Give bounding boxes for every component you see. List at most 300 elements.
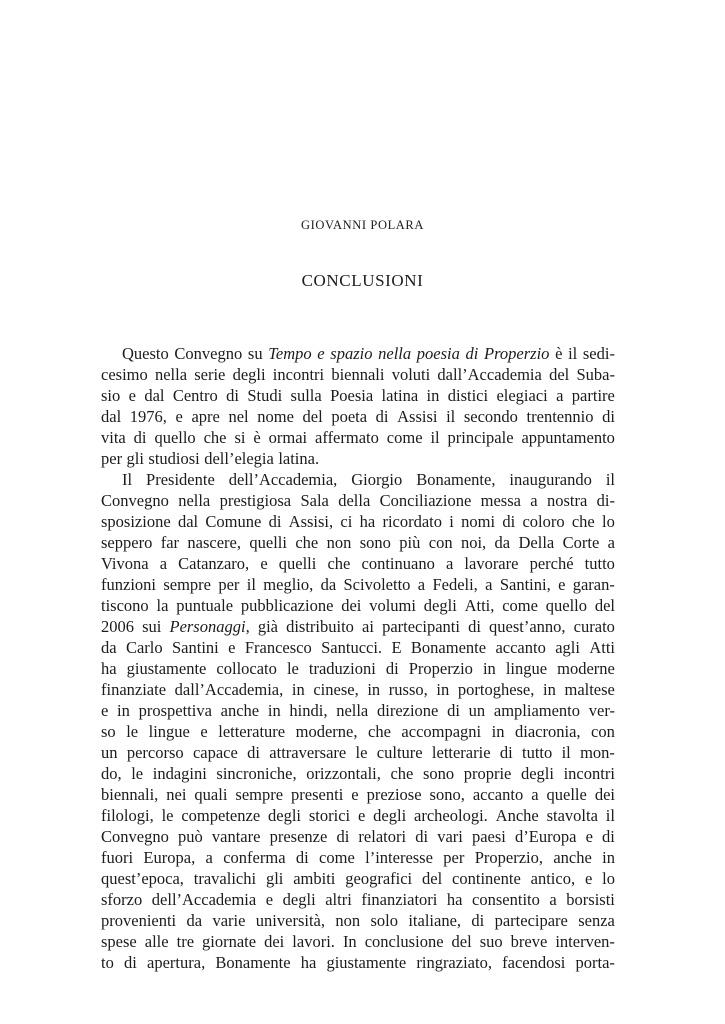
- text-line: [101, 427, 615, 448]
- text-word: a: [531, 785, 539, 804]
- text-word: vita: [101, 428, 126, 447]
- text-word: perché: [529, 554, 574, 573]
- text-word: lavori.: [292, 932, 335, 951]
- text-word: in: [602, 848, 615, 867]
- text-word: Anche: [495, 806, 539, 825]
- text-word: a: [205, 848, 213, 867]
- text-word: presenze: [269, 827, 328, 846]
- text-word: tiscono: [101, 596, 149, 615]
- text-word: pubblicazione: [240, 596, 334, 615]
- text-line: [101, 448, 615, 469]
- text-word: alle: [144, 932, 169, 951]
- body-text: [101, 343, 615, 973]
- text-word: incontri: [563, 764, 615, 783]
- text-word: sio: [101, 386, 121, 405]
- text-word: dell’Accademia: [151, 890, 257, 909]
- text-word: so: [101, 722, 116, 741]
- text-word: presenti: [291, 785, 344, 804]
- text-word: con: [428, 533, 453, 552]
- text-word: accompagni: [401, 722, 482, 741]
- text-word: varie: [212, 911, 246, 930]
- text-word: ambiti: [293, 869, 336, 888]
- text-word: da: [186, 911, 203, 930]
- text-word: moderne: [557, 659, 615, 678]
- text-word: facendosi: [502, 953, 566, 972]
- text-word: Santucci.: [321, 638, 383, 657]
- text-word: ampliamento: [493, 701, 581, 720]
- text-word: letterature: [218, 722, 286, 741]
- text-word: Conciliazione: [379, 491, 472, 510]
- text-word: che: [368, 722, 391, 741]
- text-word: lingue: [148, 722, 190, 741]
- text-word: volumi: [369, 596, 416, 615]
- text-word: in: [543, 680, 556, 699]
- text-word: seppero: [101, 533, 153, 552]
- text-word: il: [605, 806, 615, 825]
- text-word: sempre: [235, 785, 284, 804]
- text-word: e: [101, 701, 109, 720]
- text-word: porta-: [575, 953, 615, 972]
- text-word: sincroniche,: [216, 764, 297, 783]
- text-word: Convegno: [101, 491, 169, 510]
- text-word: far: [160, 533, 180, 552]
- text-word: storici: [308, 806, 351, 825]
- text-word: In: [342, 932, 357, 951]
- text-word: tutto: [584, 554, 615, 573]
- text-word: sui: [142, 617, 162, 636]
- text-word: collocato: [216, 659, 277, 678]
- text-word: poeta: [331, 407, 368, 426]
- text-word: anche: [220, 701, 260, 720]
- text-word: apertura,: [147, 953, 206, 972]
- text-word: nome: [257, 407, 294, 426]
- text-word: dal: [101, 407, 122, 426]
- text-word: messa: [480, 491, 521, 510]
- text-line: [101, 763, 615, 784]
- text-line: [101, 511, 615, 532]
- text-word: ha: [446, 890, 463, 909]
- text-word: a: [556, 386, 564, 405]
- text-word: distici: [447, 386, 489, 405]
- text-word: con: [591, 722, 615, 741]
- text-word: vari: [437, 827, 463, 846]
- text-word: elegiaci: [496, 386, 548, 405]
- text-line: [101, 805, 615, 826]
- text-word: Della: [518, 533, 555, 552]
- text-word: e: [175, 407, 183, 426]
- text-word: a: [417, 575, 426, 594]
- text-word: nostra: [546, 491, 588, 510]
- text-word: fuori: [101, 848, 134, 867]
- text-word: accanto: [495, 638, 546, 657]
- text-word: inaugurando: [509, 470, 592, 489]
- text-word: di: [468, 617, 481, 636]
- text-word: e: [317, 344, 325, 363]
- text-word: capace: [192, 743, 238, 762]
- text-line: [101, 952, 615, 973]
- text-word: giustamente: [326, 953, 407, 972]
- text-word: secondo: [463, 407, 518, 426]
- text-word: per: [443, 848, 465, 867]
- text-word: da: [320, 575, 337, 594]
- text-line: [101, 868, 615, 889]
- text-word: a: [159, 554, 168, 573]
- text-word: non: [326, 533, 352, 552]
- text-word: il: [246, 575, 256, 594]
- text-word: del: [451, 932, 472, 951]
- text-word: agli: [555, 638, 580, 657]
- text-word: università,: [255, 911, 325, 930]
- text-word: sulla: [290, 386, 322, 405]
- text-word: accanto: [472, 785, 524, 804]
- text-word: su: [247, 344, 263, 363]
- text-word: lo: [602, 512, 615, 531]
- text-word: in: [367, 680, 381, 699]
- text-word: meglio,: [263, 575, 314, 594]
- text-word: per: [101, 449, 123, 468]
- text-line: [101, 343, 615, 364]
- text-word: sforzo: [101, 890, 143, 909]
- text-word: si: [234, 428, 246, 447]
- text-word: di: [602, 407, 615, 426]
- text-word: Centro: [172, 386, 218, 405]
- text-word: 1976,: [129, 407, 167, 426]
- text-word: più: [399, 533, 421, 552]
- text-line: [101, 385, 615, 406]
- text-word: come: [502, 596, 538, 615]
- text-word: portoghese,: [457, 680, 535, 699]
- text-word: percorso: [126, 743, 184, 762]
- text-word: curato: [573, 617, 615, 636]
- text-word: dei: [341, 596, 362, 615]
- text-word: relatori: [358, 827, 407, 846]
- text-word: sono,: [429, 785, 465, 804]
- text-word: di: [375, 407, 389, 426]
- text-word: le: [131, 764, 144, 783]
- text-word: competenze: [181, 806, 261, 825]
- text-word: ha: [359, 512, 376, 531]
- text-word: dell’Accademia,: [228, 470, 338, 489]
- text-word: Francesco: [244, 638, 312, 657]
- text-word: in: [267, 701, 281, 720]
- text-word: che: [571, 512, 595, 531]
- text-word: non: [335, 911, 361, 930]
- text-word: ha: [300, 953, 317, 972]
- text-word: dei: [594, 785, 615, 804]
- text-word: del: [422, 869, 443, 888]
- chapter-title: CONCLUSIONI: [301, 271, 424, 290]
- text-word: Scivoletto: [343, 575, 411, 594]
- text-word: d’Europa: [515, 827, 577, 846]
- text-word: un: [101, 743, 118, 762]
- text-word: e: [228, 638, 236, 657]
- text-word: incontri: [272, 365, 325, 384]
- text-word: archeologi.: [414, 806, 488, 825]
- text-word: ver-: [588, 701, 615, 720]
- text-word: sono: [422, 764, 455, 783]
- text-word: in: [291, 680, 305, 699]
- text-word: di: [226, 386, 239, 405]
- text-word: e: [260, 554, 268, 573]
- text-word: nella: [336, 701, 369, 720]
- text-word: finanziate: [101, 680, 167, 699]
- text-word: Vivona: [101, 554, 149, 573]
- text-word: finanziatori: [361, 890, 438, 909]
- text-word: paesi: [471, 827, 506, 846]
- text-word: sedi-: [582, 344, 615, 363]
- text-word: mon-: [580, 743, 615, 762]
- text-word: tutto: [522, 743, 553, 762]
- text-word: Convegno: [101, 827, 169, 846]
- text-word: sposizione: [101, 512, 171, 531]
- text-word: nei: [166, 785, 187, 804]
- text-word: indagini: [152, 764, 207, 783]
- text-word: noi,: [460, 533, 487, 552]
- text-word: Santini: [172, 638, 219, 657]
- text-word: partire: [571, 386, 615, 405]
- text-word: già: [257, 617, 278, 636]
- text-word: e: [584, 869, 593, 888]
- text-word: trentennio: [526, 407, 594, 426]
- text-word: quest’anno,: [489, 617, 566, 636]
- text-word: di: [471, 911, 485, 930]
- text-word: nella: [178, 491, 211, 510]
- text-word: antico,: [530, 869, 576, 888]
- text-line: [101, 658, 615, 679]
- text-word: Assisi: [397, 407, 438, 426]
- text-word: dell’elegia: [204, 449, 274, 468]
- text-word: Questo: [122, 344, 169, 363]
- text-word: Properzio,: [474, 848, 543, 867]
- text-word: coloro: [522, 512, 565, 531]
- text-word: il: [446, 407, 456, 426]
- text-line: [101, 889, 615, 910]
- text-word: le: [161, 806, 174, 825]
- text-word: che: [295, 533, 319, 552]
- text-word: studiosi: [148, 449, 200, 468]
- text-word: italiane,: [408, 911, 462, 930]
- text-word: e: [357, 806, 366, 825]
- text-word: gli: [126, 449, 144, 468]
- text-word: del: [302, 407, 323, 426]
- text-word: sempre: [163, 575, 211, 594]
- text-word: puntuale: [176, 596, 234, 615]
- text-word: biennali: [331, 365, 385, 384]
- text-word: ha: [101, 659, 117, 678]
- text-word: do,: [101, 764, 122, 783]
- text-word: interven-: [555, 932, 615, 951]
- text-word: quello: [545, 596, 587, 615]
- text-word: come: [319, 848, 355, 867]
- text-word: Corte: [562, 533, 600, 552]
- text-word: attraversare: [269, 743, 347, 762]
- author-name: GIOVANNI POLARA: [300, 218, 424, 232]
- text-word: Il: [122, 470, 133, 489]
- text-word: voluti: [391, 365, 431, 384]
- text-word: dei: [264, 932, 285, 951]
- text-word: lingue: [505, 659, 548, 678]
- text-word: distribuito: [286, 617, 354, 636]
- text-word: Comune: [205, 512, 262, 531]
- text-line: [101, 742, 615, 763]
- text-word: poesia: [416, 344, 460, 363]
- text-line: [101, 490, 615, 511]
- text-word: prestigiosa: [219, 491, 292, 510]
- text-word: solo: [370, 911, 398, 930]
- text-word: Fedeli,: [432, 575, 478, 594]
- text-word: a: [485, 575, 493, 594]
- text-word: di: [602, 827, 615, 846]
- text-word: e: [265, 890, 274, 909]
- text-word: degli: [232, 365, 266, 384]
- text-word: Personaggi,: [169, 617, 250, 636]
- text-word: di: [502, 512, 516, 531]
- text-word: il: [561, 743, 571, 762]
- text-word: anche: [553, 848, 592, 867]
- text-word: quali: [194, 785, 228, 804]
- text-word: proprie: [463, 764, 512, 783]
- text-word: giustamente: [126, 659, 207, 678]
- text-word: e: [128, 386, 136, 405]
- text-line: [101, 826, 615, 847]
- text-word: nella: [378, 344, 412, 363]
- text-word: russo,: [388, 680, 428, 699]
- text-word: altri: [325, 890, 352, 909]
- text-word: conferma: [223, 848, 286, 867]
- text-word: filologi,: [101, 806, 154, 825]
- text-word: a: [549, 890, 557, 909]
- text-word: le: [355, 743, 368, 762]
- text-word: biennali,: [101, 785, 159, 804]
- text-word: dall’Accademia: [437, 365, 542, 384]
- text-word: a: [530, 491, 538, 510]
- text-word: nella: [154, 365, 188, 384]
- text-word: lo: [602, 869, 615, 888]
- text-word: latina.: [278, 449, 320, 468]
- text-word: quest’epoca,: [101, 869, 184, 888]
- text-line: [101, 532, 615, 553]
- text-word: travalichi: [193, 869, 257, 888]
- text-word: in: [491, 722, 505, 741]
- text-word: di: [295, 848, 309, 867]
- text-line: [101, 910, 615, 931]
- text-word: e: [558, 575, 566, 594]
- text-word: degli: [282, 890, 316, 909]
- text-word: Poesia: [330, 386, 374, 405]
- text-word: e: [585, 827, 593, 846]
- text-word: Properzio: [408, 659, 473, 678]
- text-word: l’interesse: [365, 848, 433, 867]
- text-word: Santini,: [499, 575, 551, 594]
- text-word: cesimo: [101, 365, 148, 384]
- text-word: un: [468, 701, 486, 720]
- text-word: Atti: [589, 638, 615, 657]
- text-word: di: [385, 659, 399, 678]
- text-line: [101, 721, 615, 742]
- text-word: partecipare: [494, 911, 568, 930]
- text-word: consentito: [472, 890, 540, 909]
- text-word: di-: [596, 491, 615, 510]
- text-word: vantare: [211, 827, 261, 846]
- text-word: degli: [268, 806, 302, 825]
- text-word: Catanzaro,: [178, 554, 250, 573]
- text-line: [101, 679, 615, 700]
- text-word: direzione: [376, 701, 439, 720]
- text-word: spese: [101, 932, 137, 951]
- text-word: stavolta: [546, 806, 598, 825]
- text-word: sono: [359, 533, 391, 552]
- text-line: [101, 553, 615, 574]
- text-word: di: [133, 428, 147, 447]
- text-word: di: [336, 827, 350, 846]
- text-word: suo: [479, 932, 503, 951]
- text-word: degli: [373, 806, 407, 825]
- text-word: E: [391, 638, 402, 657]
- text-word: Atti,: [464, 596, 495, 615]
- text-line: [101, 574, 615, 595]
- text-word: da: [101, 638, 117, 657]
- text-word: ricordato: [382, 512, 443, 531]
- text-word: che: [390, 764, 414, 783]
- text-word: Properzio: [484, 344, 550, 363]
- text-word: è: [555, 344, 563, 363]
- text-word: funzioni: [101, 575, 156, 594]
- text-word: di: [499, 743, 513, 762]
- text-word: senza: [578, 911, 615, 930]
- text-word: di: [447, 701, 460, 720]
- text-word: borsisti: [566, 890, 615, 909]
- text-word: dall’Accademia,: [174, 680, 284, 699]
- text-word: ringraziato,: [416, 953, 492, 972]
- text-word: culture: [376, 743, 423, 762]
- text-line: [101, 364, 615, 385]
- text-word: in: [426, 386, 440, 405]
- text-word: Suba-: [576, 365, 615, 384]
- text-word: Carlo: [125, 638, 163, 657]
- text-word: cinese,: [313, 680, 359, 699]
- text-word: Assisi,: [288, 512, 334, 531]
- text-word: continuano: [361, 554, 435, 573]
- text-word: Sala: [300, 491, 329, 510]
- text-word: che: [327, 554, 351, 573]
- text-word: Bonamente,: [416, 470, 496, 489]
- text-line: [101, 406, 615, 427]
- text-word: la: [156, 596, 169, 615]
- text-line: [101, 784, 615, 805]
- text-word: ormai: [268, 428, 308, 447]
- text-word: spazio: [330, 344, 373, 363]
- text-word: da: [494, 533, 511, 552]
- text-word: dal: [177, 512, 199, 531]
- text-word: Bonamente: [215, 953, 291, 972]
- text-word: di: [247, 743, 260, 762]
- text-word: ai: [362, 617, 374, 636]
- text-word: principale: [447, 428, 514, 447]
- text-word: breve: [510, 932, 548, 951]
- text-word: che: [203, 428, 227, 447]
- text-word: e: [200, 722, 208, 741]
- text-word: appuntamento: [521, 428, 615, 447]
- text-word: i: [449, 512, 454, 531]
- text-line: [101, 637, 615, 658]
- text-word: di: [268, 512, 282, 531]
- text-line: [101, 847, 615, 868]
- text-word: traduzioni: [308, 659, 376, 678]
- text-word: Bonamente: [410, 638, 487, 657]
- text-word: 2006: [101, 617, 134, 636]
- text-word: letterarie: [431, 743, 491, 762]
- text-word: latina: [381, 386, 419, 405]
